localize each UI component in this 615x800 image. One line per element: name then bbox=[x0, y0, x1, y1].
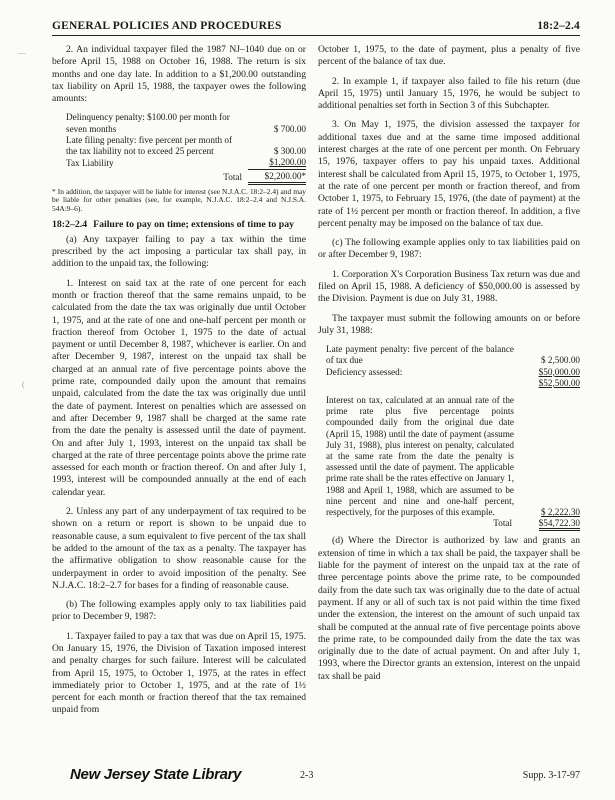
margin-mark: — bbox=[18, 48, 26, 57]
page-number: 2-3 bbox=[300, 770, 314, 781]
section-title: Failure to pay on time; extensions of time to pay bbox=[93, 219, 295, 231]
late-penalty-value: $ 2,500.00 bbox=[540, 355, 580, 366]
amount-value: $ 300.00 bbox=[273, 146, 306, 157]
paragraph-c1: 1. Corporation X's Corporation Business Tax return was due and filed on April 15, 1988. A deficiency of $50,000.00 is assessed by the Division. Payment is due on July 31, 1988. bbox=[318, 268, 580, 305]
supplement-date: Supp. 3-17-97 bbox=[522, 770, 580, 781]
footnote: * In addition, the taxpayer will be liable for interest (see N.J.A.C. 18:2–2.4) and may be liable for other penalties (see, for example, N.J.A.C. 18:2–2.4 and N.J.S.A. 54A:9–6). bbox=[52, 186, 306, 213]
amount-label: Late filing penalty: five percent per month of the tax liability not to exceed 25 percent bbox=[66, 134, 233, 157]
assessment-total-label: Total bbox=[493, 518, 512, 529]
interest-value: $ 2,222.30 bbox=[540, 507, 580, 518]
header-rule bbox=[52, 35, 580, 36]
assessment-total-value: $54,722.30 bbox=[539, 518, 580, 531]
subtotal-row bbox=[318, 378, 580, 389]
right-column bbox=[318, 44, 580, 690]
paragraph-a2: 2. Unless any part of any underpayment of tax required to be shown on a return or report is shown to be unpaid due to reasonable cause, a sum equivalent to five percent of the tax shall be added to the amount of the tax as a penalty. The taxpayer has the affirmative obligation to show reasonable cause for the underpayment in order to avoid imposition of the penalty. See N.J.A.C. 18:2–2.7 for bases for a finding of reasonable cause. bbox=[52, 506, 306, 591]
assessment-total-row bbox=[318, 518, 580, 529]
paragraph-c-submit: The taxpayer must submit the following amounts on or before July 31, 1988: bbox=[318, 312, 580, 336]
late-penalty-row bbox=[318, 344, 580, 366]
paragraph-b1-continued: October 1, 1975, to the date of payment, plus a penalty of five percent of the balance of tax due. bbox=[318, 44, 580, 68]
header-section-number: 18:2–2.4 bbox=[537, 20, 580, 32]
library-stamp: New Jersey State Library bbox=[70, 766, 242, 783]
total-row bbox=[52, 169, 306, 183]
section-heading bbox=[52, 219, 306, 231]
total-value: $2,200.00* bbox=[248, 169, 306, 183]
section-number: 18:2–2.4 bbox=[52, 219, 88, 231]
paragraph-b3: 3. On May 1, 1975, the division assessed the taxpayer for additional taxes due and at the same time imposed additional interest charges at the rate of one percent per month. On February 15, 1976, taxpayer offers to pay his unpaid taxes. Additional interest shall be calculated from April 15, 1975, to October 1, 1975, at the rate of one percent per month or fraction thereof, and from October 1, 1975, to February 15, 1976, (the date of payment) at the rate of 1½ percent per month or fraction thereof. In addition, a five percent penalty may be imposed on the balance of tax due. bbox=[318, 119, 580, 229]
deficiency-value: $50,000.00 bbox=[538, 366, 580, 377]
amount-label: Delinquency penalty: $100.00 per month for seven months bbox=[66, 112, 230, 134]
paragraph-b2: 2. In example 1, if taxpayer also failed to file his return (due April 15, 1975) until January 15, 1976, he would be subject to additional penalties set forth in Section 3 of this Subchapter. bbox=[318, 75, 580, 112]
paragraph-b: (b) The following examples apply only to tax liabilities paid prior to December 9, 1987: bbox=[52, 599, 306, 623]
amount-row bbox=[52, 157, 306, 169]
amount-value: $1,200.00 bbox=[269, 157, 306, 168]
deficiency-row bbox=[318, 367, 580, 378]
page-footer bbox=[52, 766, 580, 788]
margin-mark: ( bbox=[22, 380, 25, 389]
amount-label: Tax Liability bbox=[66, 157, 114, 168]
paragraph-d: (d) Where the Director is authorized by law and grants an extension of time in which a tax shall be paid, the taxpayer shall be liable for the payment of interest on the unpaid tax at the rate of three percentage points above the prime rate, to be compounded daily from the date such tax was originally due to the date of actual payment. If any or all of such tax is not paid within the time fixed under the extension, the interest on the amount of such unpaid tax shall be computed at the annual rate of five percentage points above the prime rate, to be compounded daily from the date the tax was originally due to the date of actual payment. On and after July 1, 1993, where the Director grants an extension, interest on the unpaid tax shall be paid bbox=[318, 535, 580, 682]
assessment-amounts-table bbox=[318, 344, 580, 529]
interest-row bbox=[318, 395, 580, 518]
header-title: GENERAL POLICIES AND PROCEDURES bbox=[52, 20, 282, 32]
subtotal-value: $52,500.00 bbox=[538, 377, 580, 388]
total-label: Total bbox=[223, 172, 242, 182]
running-header bbox=[52, 20, 580, 32]
amount-row bbox=[52, 112, 306, 134]
paragraph-a: (a) Any taxpayer failing to pay a tax within the time prescribed by the act imposing a particular tax shall pay, in addition to the unpaid tax, the following: bbox=[52, 233, 306, 270]
deficiency-label: Deficiency assessed: bbox=[326, 366, 403, 377]
interest-label: Interest on tax, calculated at an annual rate of the prime rate plus five percentage points compounded daily from the original due date (April 15, 1988) until the date of payment (assume July 31, 1988), plus interest on penalty, calculated at the same rate from the date the penalty is assessed until the date of payment. The applicable prime rate shall be the rates effective on January 1, 1988 and April 1, 1988, which are assumed to be nine percent and nine and one-half percent, respectively, for the purposes of this example. bbox=[326, 395, 514, 518]
paragraph-b1: 1. Taxpayer failed to pay a tax that was due on April 15, 1975. On January 15, 1976, the Division of Taxation imposed interest and penalty charges for such failure. Interest will be calculated from April 15, 1975, to October 1, 1975, at the rates in effect immediately prior to October 1, 1975, and at the rate of 1½ percent for each month or fraction thereof that the tax remained unpaid from bbox=[52, 630, 306, 716]
amount-value: $ 700.00 bbox=[273, 123, 306, 134]
example-2-paragraph: 2. An individual taxpayer filed the 1987 NJ–1040 due on or before April 15, 1988 on October 16, 1988. The return is six months and one day late. In addition to a $1,200.00 outstanding tax liability on April 15, 1988, the taxpayer owes the following amounts: bbox=[52, 44, 306, 105]
paragraph-a1: 1. Interest on said tax at the rate of one percent for each month or fraction thereof that the same remains unpaid, to be calculated from the date the tax was originally due until October 1, 1975, and at the rate of one and one-half percent per month or fraction thereof from October 1, 1975 to the date of actual payment or until December 8, 1987, whichever is earlier. On and after December 9, 1987, interest on the unpaid tax shall be charged at an annual rate of five percentage points above the prime rate, compounded daily upon the amount that remains unpaid, calculated from the date the tax was originally due until the date of payment. Interest on penalties which are assessed on and after December 9, 1987 shall be charged at the same rate from the date the penalty is assessed until the date of payment. On and after July 1, 1993, interest on the unpaid tax shall be charged at the rate of three percentage points above the prime rate assessed for each month or fraction thereof. On and after July 1, 1993, interest will be compounded annually at the end of each calendar year. bbox=[52, 277, 306, 498]
penalty-amounts-table bbox=[52, 112, 306, 184]
late-penalty-label: Late payment penalty: five percent of the balance of tax due bbox=[326, 344, 514, 366]
amount-row bbox=[52, 135, 306, 157]
paragraph-c: (c) The following example applies only to tax liabilities paid on or after December 9, 1987: bbox=[318, 237, 580, 261]
left-column bbox=[52, 44, 306, 724]
